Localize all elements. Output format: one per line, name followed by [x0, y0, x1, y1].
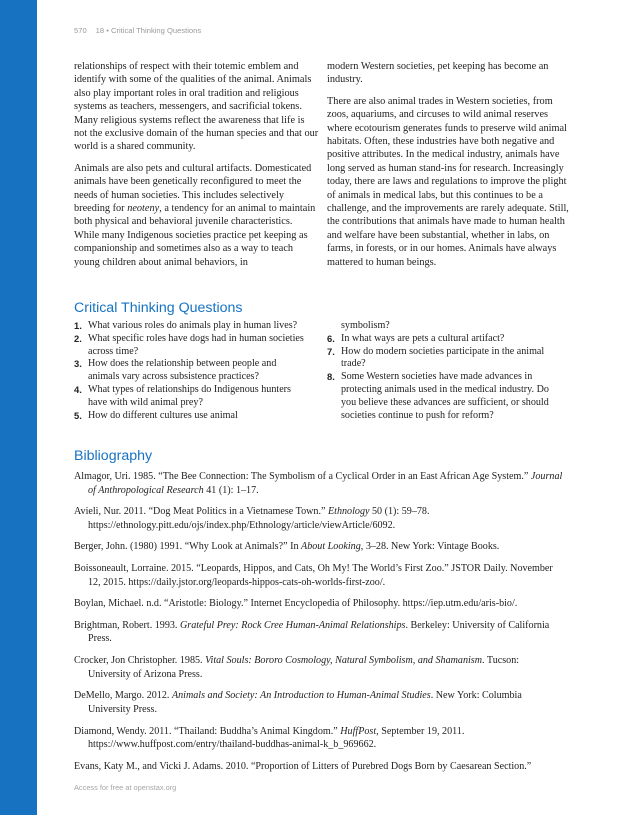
- entry-text: . Berkeley: University of California Press.: [88, 619, 550, 645]
- entry-title: About Looking: [301, 541, 361, 553]
- entry-title: Grateful Prey: Rock Cree Human-Animal Relationships: [179, 619, 406, 631]
- question-number: 2.: [74, 332, 82, 344]
- question-number: 6.: [327, 332, 335, 344]
- entry-text: Brightman, Robert. 1993.: [74, 619, 180, 631]
- question-text: symbolism?: [341, 320, 390, 331]
- question-text: How does the relationship between people and animals vary across subsistence practices?: [88, 358, 277, 383]
- question-item: [327, 371, 557, 422]
- question-text: How do different cultures use animal: [88, 409, 238, 421]
- entry-title: Vital Souls: Bororo Cosmology, Natural Symbolism, and Shamanism: [205, 655, 483, 667]
- text-span: , a tendency for an animal to maintain both physical and behavioral juvenile characteristics. While many Indigenous societies practice pet keeping as companionship and sometimes also as a way to teach young children about animal behaviors, in: [74, 203, 316, 268]
- question-list-right: [327, 320, 557, 422]
- body-paragraph: There are also animal trades in Western societies, from zoos, aquariums, and circuses to wild animal reserves where ecotourism generates funds to preserve wild animal habitats. Often, these industries have both negative and positive attributes. In the medical industry, animals have long served as human stand-ins for research. Increasingly today, there are laws and regulations to improve the plight of animals in medical labs, but this continues to be a challenge, and the improvements are rarely adequate. Still, the contributions that animals have made to human health and welfare have been substantial, whether in labs, on farms, in forests, or in our homes. Animals have always mattered to human beings.: [327, 95, 569, 268]
- text-span: Animals are also pets and cultural artifacts. Domesticated animals have been genetically reconfigured to meet the needs of human societies. This includes selectively breeding for: [74, 162, 312, 215]
- entry-text: Diamond, Wendy. 2011. “Thailand: Buddha’s Animal Kingdom.”: [74, 725, 341, 737]
- question-item: [74, 320, 304, 333]
- entry-text: DeMello, Margo. 2012.: [74, 690, 172, 702]
- body-paragraph: modern Western societies, pet keeping has become an industry.: [327, 61, 549, 86]
- bibliography-entry: [74, 689, 564, 716]
- entry-text: . Tucson: University of Arizona Press.: [88, 655, 520, 680]
- question-number: 8.: [327, 371, 335, 383]
- question-text: What various roles do animals play in human lives?: [88, 320, 298, 331]
- entry-text: . New York: Columbia University Press.: [88, 690, 522, 715]
- question-text: How do modern societies participate in the animal trade?: [341, 345, 545, 370]
- bibliography-entry: [74, 597, 564, 611]
- question-text: Some Western societies have made advances in protecting animals used in the medical industry. Do you believe these advances are sufficient, or should societies continue to push for reform?: [341, 371, 549, 421]
- question-text: What specific roles have dogs had in human societies across time?: [88, 332, 304, 357]
- question-number: 3.: [74, 358, 82, 370]
- entry-text: Boylan, Michael. n.d. “Aristotle: Biology.” Internet Encyclopedia of Philosophy. https://iep.utm.edu/aris-bio/.: [74, 598, 518, 610]
- entry-text: Berger, John. (1980) 1991. “Why Look at Animals?” In: [74, 541, 302, 553]
- entry-title: Journal of Anthropological Research: [88, 471, 563, 496]
- key-term: neoteny: [127, 203, 160, 215]
- body-paragraph: relationships of respect with their totemic emblem and identify with some of the qualities of the animal. Animals also play important roles in oral tradition and religious systems as teachers, messengers, and sacrificial tokens. Many religious systems reflect the awareness that life is not the exclusive domain of the human species and that our world is a shared community.: [74, 61, 319, 153]
- body-column-right: [327, 60, 572, 277]
- question-item: [74, 358, 304, 384]
- question-number: 1.: [74, 320, 82, 331]
- entry-text: Avieli, Nur. 2011. “Dog Meat Politics in a Vietnamese Town.”: [74, 506, 328, 518]
- entry-title: HuffPost: [340, 725, 377, 737]
- entry-text: 50 (1): 59–78. https://ethnology.pitt.edu/ojs/index.php/Ethnology/article/viewArticle/6092.: [88, 506, 430, 531]
- entry-text: Almagor, Uri. 1985. “The Bee Connection: The Symbolism of a Cyclical Order in an East African Age System.”: [74, 471, 531, 482]
- bibliography-entry: [74, 470, 564, 497]
- question-text: What types of relationships do Indigenous hunters have with wild animal prey?: [88, 383, 291, 408]
- question-number: 5.: [74, 409, 82, 421]
- entry-text: 41 (1): 1–17.: [203, 484, 259, 496]
- body-column-left: [74, 60, 319, 277]
- question-number: 7.: [327, 345, 335, 357]
- question-text: In what ways are pets a cultural artifact?: [341, 332, 505, 344]
- chapter-title: 18 • Critical Thinking Questions: [95, 26, 202, 35]
- bibliography-entry: [74, 505, 564, 532]
- entry-text: Evans, Katy M., and Vicki J. Adams. 2010. “Proportion of Litters of Purebred Dogs Born by Caesarean Section.”: [74, 760, 532, 772]
- question-item-continued: [327, 320, 557, 333]
- question-item: [74, 384, 304, 410]
- question-list-left: [74, 320, 304, 422]
- entry-title: Animals and Society: An Introduction to Human-Animal Studies: [171, 690, 431, 702]
- question-item: [74, 333, 304, 359]
- entry-text: Boissoneault, Lorraine. 2015. “Leopards, Hippos, and Cats, Oh My! The World’s First Zoo.” JSTOR Daily. November 12, 2015. https://daily.jstor.org/leopards-hippos-cats-oh-worlds-first-zoo/.: [74, 563, 553, 588]
- bibliography-entry: [74, 654, 564, 681]
- bibliography-entry: [74, 619, 564, 646]
- entry-text: Crocker, Jon Christopher. 1985.: [74, 655, 206, 667]
- bibliography-entry: [74, 540, 564, 554]
- critical-thinking-heading: Critical Thinking Questions: [74, 300, 243, 316]
- bibliography-list: [74, 470, 564, 781]
- footer-note: Access for free at openstax.org: [74, 783, 177, 792]
- bibliography-entry: [74, 760, 564, 774]
- entry-text: , 3–28. New York: Vintage Books.: [360, 541, 500, 553]
- entry-text: , September 19, 2011. https://www.huffpost.com/entry/thailand-buddhas-animal-k_b_969662.: [88, 725, 465, 750]
- question-item: [327, 346, 557, 372]
- bibliography-entry: [74, 725, 564, 752]
- question-item: [74, 410, 304, 423]
- bibliography-heading: Bibliography: [74, 448, 153, 464]
- running-head: [74, 26, 201, 35]
- question-number: 4.: [74, 383, 82, 395]
- page-number: 570: [74, 26, 87, 35]
- bibliography-entry: [74, 562, 564, 589]
- question-item: [327, 333, 557, 346]
- entry-title: Ethnology: [327, 506, 370, 518]
- page-sidebar-stripe: [0, 0, 37, 815]
- body-paragraph: [74, 162, 319, 269]
